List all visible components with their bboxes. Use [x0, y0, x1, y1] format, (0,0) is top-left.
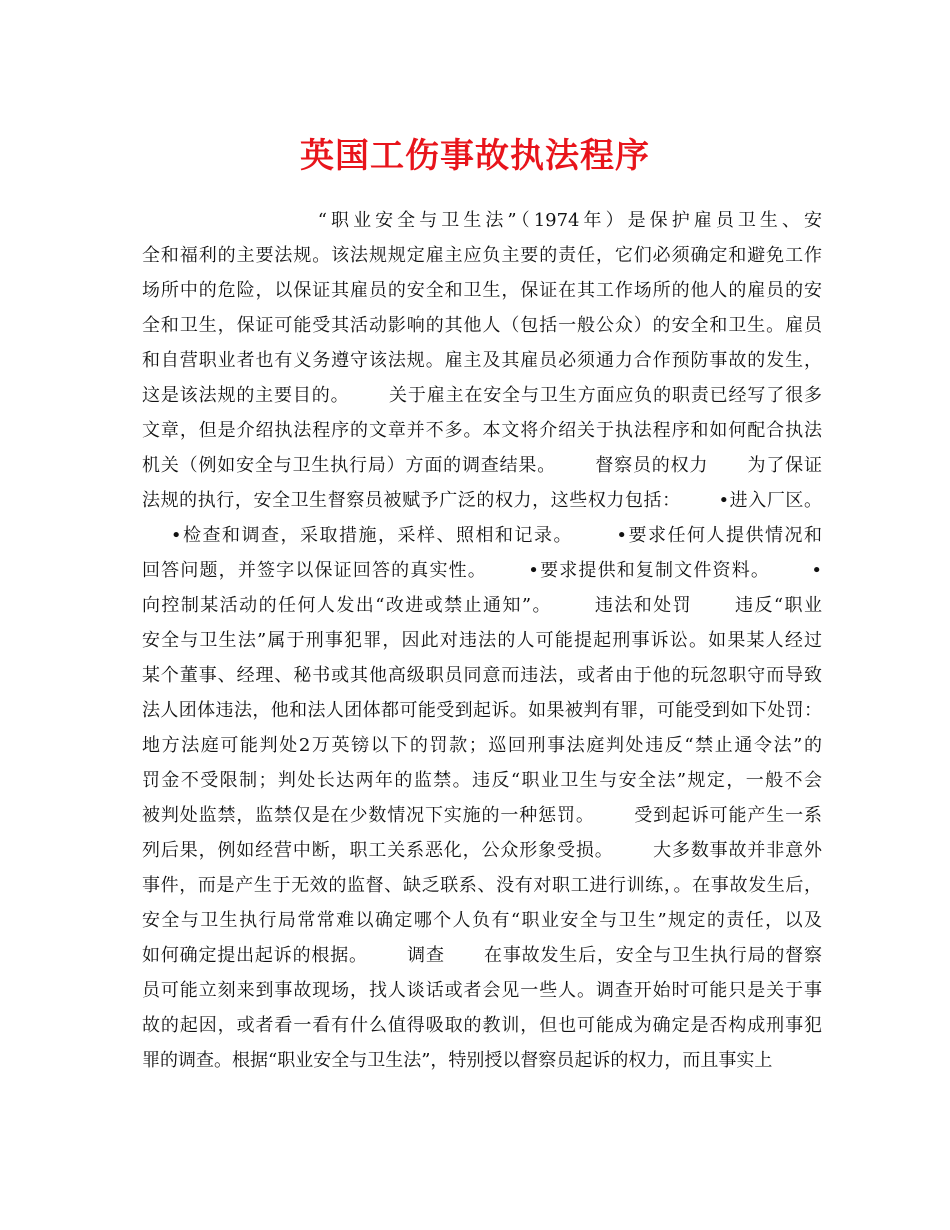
body-line: 被判处监禁，监禁仅是在少数情况下实施的一种惩罚。 受到起诉可能产生一系	[142, 805, 822, 826]
body-line: 安全与卫生执行局常常难以确定哪个人负有“职业安全与卫生”规定的责任，以及	[142, 910, 822, 931]
body-line: 和自营职业者也有义务遵守该法规。雇主及其雇员必须通力合作预防事故的发生，	[142, 350, 822, 371]
document-body	[142, 203, 822, 1078]
body-line: 地方法庭可能判处2万英镑以下的罚款；巡回刑事法庭判处违反“禁止通令法”的	[142, 735, 822, 756]
body-line: 员可能立刻来到事故现场，找人谈话或者会见一些人。调查开始时可能只是关于事	[142, 980, 822, 1001]
body-line: 如何确定提出起诉的根据。 调查 在事故发生后，安全与卫生执行局的督察	[142, 945, 822, 966]
body-line: 安全与卫生法”属于刑事犯罪，因此对违法的人可能提起刑事诉讼。如果某人经过	[142, 630, 822, 651]
body-line: 全和卫生，保证可能受其活动影响的其他人（包括一般公众）的安全和卫生。雇员	[142, 315, 822, 336]
body-line: •检查和调查，采取措施，采样、照相和记录。 •要求任何人提供情况和	[142, 525, 822, 546]
body-line: 全和福利的主要法规。该法规规定雇主应负主要的责任，它们必须确定和避免工作	[142, 245, 822, 266]
body-line: 场所中的危险，以保证其雇员的安全和卫生，保证在其工作场所的他人的雇员的安	[142, 280, 822, 301]
body-line: 事件，而是产生于无效的监督、缺乏联系、没有对职工进行训练，。在事故发生后，	[142, 875, 822, 896]
body-line: 向控制某活动的任何人发出“改进或禁止通知”。 违法和处罚 违反“职业	[142, 595, 822, 616]
body-line: 机关（例如安全与卫生执行局）方面的调查结果。 督察员的权力 为了保证	[142, 455, 822, 476]
document-title: 英国工伤事故执法程序	[300, 136, 650, 176]
body-line: 故的起因，或者看一看有什么值得吸取的教训，但也可能成为确定是否构成刑事犯	[142, 1015, 822, 1036]
body-line: 罚金不受限制；判处长达两年的监禁。违反“职业卫生与安全法”规定，一般不会	[142, 770, 822, 791]
body-line: 回答问题，并签字以保证回答的真实性。 •要求提供和复制文件资料。 •	[142, 560, 822, 581]
body-line: 列后果，例如经营中断，职工关系恶化，公众形象受损。 大多数事故并非意外	[142, 840, 822, 861]
body-line: 某个董事、经理、秘书或其他高级职员同意而违法，或者由于他的玩忽职守而导致	[142, 665, 822, 686]
body-line: “职业安全与卫生法”（1974年）是保护雇员卫生、安	[142, 210, 822, 231]
body-line: 罪的调查。根据“职业安全与卫生法”，特别授以督察员起诉的权力，而且事实上	[142, 1050, 773, 1071]
body-line: 这是该法规的主要目的。 关于雇主在安全与卫生方面应负的职责已经写了很多	[142, 385, 822, 406]
body-line: 法规的执行，安全卫生督察员被赋予广泛的权力，这些权力包括： •进入厂区。	[142, 490, 822, 511]
body-line: 文章，但是介绍执法程序的文章并不多。本文将介绍关于执法程序和如何配合执法	[142, 420, 822, 441]
body-line: 法人团体违法，他和法人团体都可能受到起诉。如果被判有罪，可能受到如下处罚：	[142, 700, 822, 721]
